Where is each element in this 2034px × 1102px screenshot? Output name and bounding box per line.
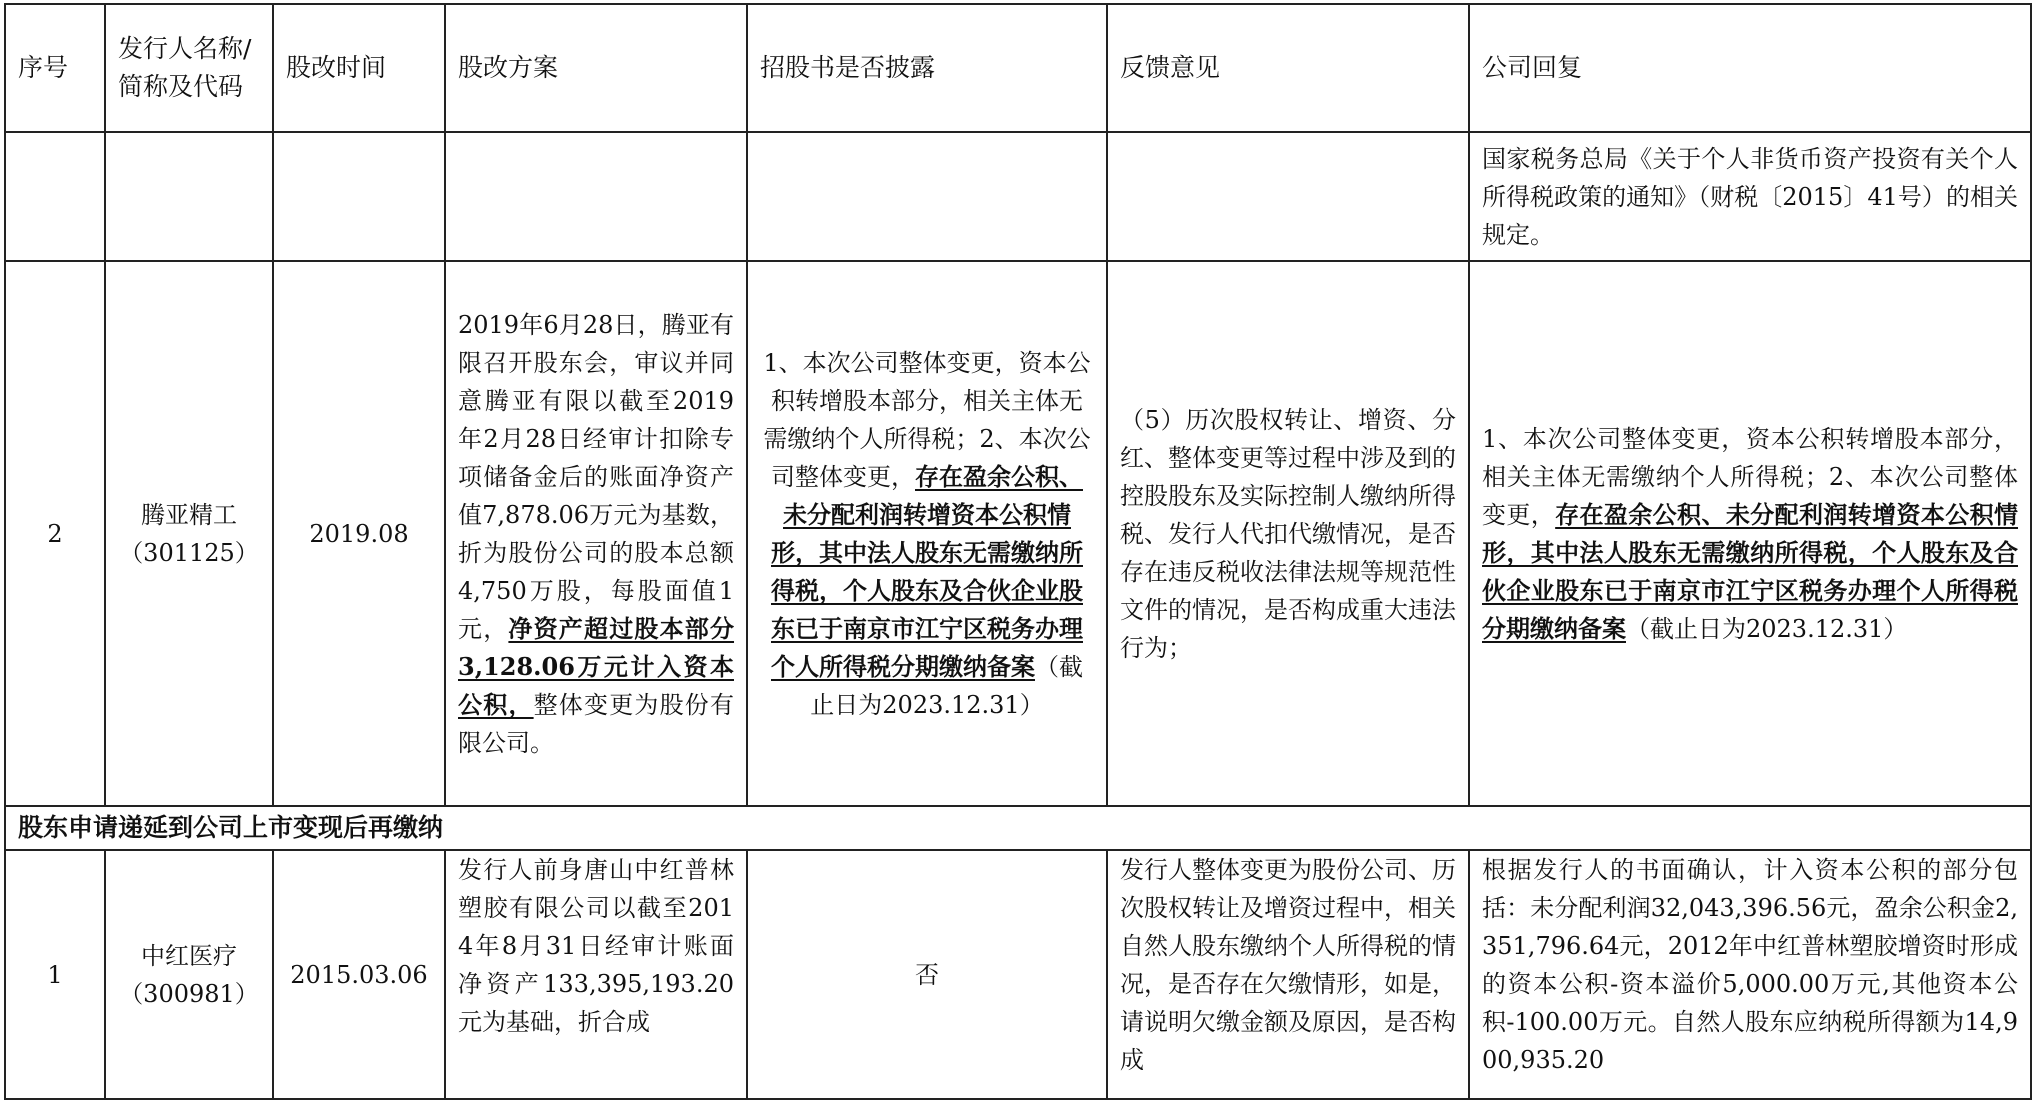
issuer-code: （301125） xyxy=(119,538,259,567)
issuer-cell xyxy=(105,261,273,806)
disclosure-date: （截止日为2023.12.31） xyxy=(810,652,1083,719)
header-seq: 序号 xyxy=(5,4,105,132)
header-plan: 股改方案 xyxy=(445,4,747,132)
cell-empty xyxy=(5,132,105,261)
header-disclosure: 招股书是否披露 xyxy=(747,4,1107,132)
issuer-name: 中红医疗 xyxy=(141,941,237,970)
reform-time-cell: 2015.03.06 xyxy=(273,850,445,1099)
cell-empty xyxy=(105,132,273,261)
disclosure-cell: 否 xyxy=(747,850,1107,1099)
table-row-tengya xyxy=(5,261,2031,806)
ipo-tax-table xyxy=(4,3,2032,1100)
cell-empty xyxy=(1107,132,1469,261)
cell-empty xyxy=(445,132,747,261)
disclosure-text: 1、本次公司整体变更，资本公积转增股本部分，相关主体无需缴纳个人所得税；2、本次公司整体变更， xyxy=(763,348,1091,491)
header-issuer: 发行人名称/简称及代码 xyxy=(105,4,273,132)
cell-empty xyxy=(747,132,1107,261)
reply-highlight: 存在盈余公积、未分配利润转增资本公积情形，其中法人股东无需缴纳所得税，个人股东及合伙企业股东已于南京市江宁区税务办理个人所得税分期缴纳备案 xyxy=(1482,499,2019,643)
reply-continued-cell: 国家税务总局《关于个人非货币资产投资有关个人所得税政策的通知》（财税〔2015〕41号）的相关规定。 xyxy=(1469,132,2031,261)
reply-cell xyxy=(1469,261,2031,806)
plan-text: 2019年6月28日，腾亚有限召开股东会，审议并同意腾亚有限以截至2019年2月28日经审计扣除专项储备金后的账面净资产值7,878.06万元为基数，折为股份公司的股本总额4,750万股，每股面值1元， xyxy=(458,310,734,643)
reply-text: 1、本次公司整体变更，资本公积转增股本部分，相关主体无需缴纳个人所得税；2、本次公司整体变更， xyxy=(1482,424,2018,529)
table-header-row xyxy=(5,4,2031,132)
header-reform-time: 股改时间 xyxy=(273,4,445,132)
section-row xyxy=(5,806,2031,850)
table-row-zhonghong xyxy=(5,850,2031,1099)
cell-empty xyxy=(273,132,445,261)
seq-cell: 1 xyxy=(5,850,105,1099)
issuer-cell xyxy=(105,850,273,1099)
issuer-name: 腾亚精工 xyxy=(141,500,237,529)
plan-text-end: 整体变更为股份有限公司。 xyxy=(458,690,735,757)
section-title: 股东申请递延到公司上市变现后再缴纳 xyxy=(5,806,2031,850)
feedback-cell: 发行人整体变更为股份公司、历次股权转让及增资过程中，相关自然人股东缴纳个人所得税的情况，是否存在欠缴情形，如是，请说明欠缴金额及原因，是否构成 xyxy=(1107,850,1469,1099)
header-feedback: 反馈意见 xyxy=(1107,4,1469,132)
plan-cell: 发行人前身唐山中红普林塑胶有限公司以截至2014年8月31日经审计账面净资产133,395,193.20元为基础，折合成 xyxy=(445,850,747,1099)
plan-cell xyxy=(445,261,747,806)
header-reply: 公司回复 xyxy=(1469,4,2031,132)
seq-cell: 2 xyxy=(5,261,105,806)
table-row-continued xyxy=(5,132,2031,261)
feedback-cell: （5）历次股权转让、增资、分红、整体变更等过程中涉及到的控股股东及实际控制人缴纳所得税、发行人代扣代缴情况，是否存在违反税收法律法规等规范性文件的情况，是否构成重大违法行为； xyxy=(1107,261,1469,806)
reply-date: （截止日为2023.12.31） xyxy=(1626,614,1908,643)
reply-cell: 根据发行人的书面确认，计入资本公积的部分包括：未分配利润32,043,396.56元，盈余公积金2,351,796.64元，2012年中红普林塑胶增资时形成的资本公积-资本溢价5,000.00万元,其他资本公积-100.00万元。自然人股东应纳税所得额为14,900,935.20 xyxy=(1469,850,2031,1099)
disclosure-highlight: 存在盈余公积、未分配利润转增资本公积情形，其中法人股东无需缴纳所得税，个人股东及合伙企业股东已于南京市江宁区税务办理个人所得税分期缴纳备案 xyxy=(771,461,1083,681)
plan-highlight: 净资产超过股本部分3,128.06万元计入资本公积， xyxy=(458,613,735,719)
issuer-code: （300981） xyxy=(119,979,259,1008)
disclosure-cell xyxy=(747,261,1107,806)
reform-time-cell: 2019.08 xyxy=(273,261,445,806)
